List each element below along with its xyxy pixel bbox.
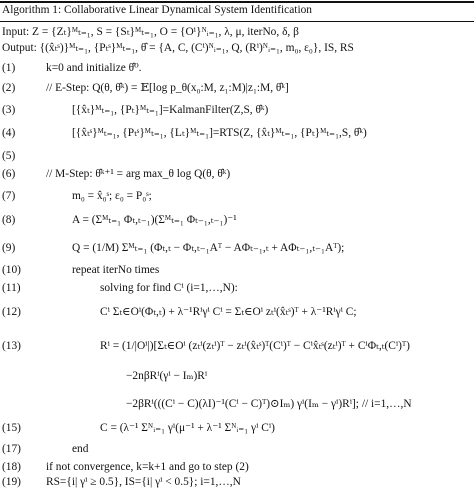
algorithm-line (2, 212, 474, 229)
line-number: (15) (2, 422, 21, 434)
line-number: (18) (2, 461, 21, 473)
line-text: Q = (1/M) Σᴹₜ₌₁ (Φₜ,ₜ − Φₜ,ₜ₋₁Aᵀ − AΦₜ₋₁,ₜ + AΦₜ₋₁,ₜ₋₁Aᵀ); (72, 242, 345, 254)
title-rule (0, 21, 474, 22)
line-number: (19) (2, 476, 21, 488)
algorithm-line (2, 441, 474, 458)
line-number: (13) (2, 340, 21, 352)
line-text: solving for find Cⁱ (i=1,…,N): (100, 282, 238, 294)
algorithm-line (2, 368, 474, 385)
algorithm-line (2, 396, 474, 413)
line-number: (3) (2, 104, 16, 116)
line-text: A = (Σᴹₜ₌₁ Φₜ,ₜ₋₁)(Σᴹₜ₌₁ Φₜ₋₁,ₜ₋₁)⁻¹ (72, 214, 237, 226)
algorithm-line (2, 80, 474, 97)
line-text: Input: Z = {Zₜ}ᴹₜ₌₁, S = {Sₜ}ᴹₜ₌₁, O = {Oⁱ}ᴺᵢ₌₁, λ, μ, iterNo, δ, β (2, 26, 299, 38)
line-text: Cⁱ Σₜ∈Oⁱ(Φₜ,ₜ) + λ⁻¹Rⁱγⁱ Cⁱ = Σₜ∈Oⁱ zₜⁱ(x̂ₜˢ)ᵀ + λ⁻¹Rⁱγⁱ C; (100, 306, 357, 318)
line-text: RS={i| γⁱ ≥ 0.5}, IS={i| γⁱ < 0.5}; i=1,…,N (46, 476, 241, 488)
algorithm-line (2, 60, 474, 77)
algorithm-line (2, 102, 474, 119)
algorithm-line (2, 125, 474, 142)
line-text: [{x̂ₜ}ᴹₜ₌₁, {Pₜ}ᴹₜ₌₁]=KalmanFilter(Z,S, θ̂ᵏ) (72, 104, 269, 116)
line-text: // E-Step: Q(θ, θ̂ᵏ) = 𝔼[log p_θ(x₀:M, z₁:M)|z₁:M, θ̂ᵏ] (46, 82, 289, 94)
line-number: (6) (2, 168, 16, 180)
line-text: repeat iterNo times (72, 264, 160, 276)
top-rule (0, 1, 474, 3)
line-number: (5) (2, 150, 16, 162)
algorithm-title: Algorithm 1: Collaborative Linear Dynamical System Identification (2, 4, 312, 16)
line-text: C = (λ⁻¹ Σᴺᵢ₌₁ γⁱ(μ⁻¹ + λ⁻¹ Σᴺᵢ₌₁ γⁱ Cⁱ) (100, 422, 275, 434)
line-number: (17) (2, 443, 21, 455)
algorithm-line (2, 420, 474, 437)
algorithm-line (2, 24, 474, 41)
algorithm-line (2, 240, 474, 257)
line-text: Output: {(x̂ₜˢ)}ᴹₜ₌₁, {Pₜˢ}ᴹₜ₌₁, θ̂ = {A, C, (Cⁱ)ᴺᵢ₌₁, Q, (Rⁱ)ᴺᵢ₌₁, m₀, ε₀}, IS, RS (2, 42, 354, 54)
line-text: m₀ = x̂₀ˢ; ε₀ = P₀ˢ; (72, 190, 152, 202)
algorithm-line (2, 148, 474, 165)
algorithm-line (2, 304, 474, 321)
algorithm-line (2, 166, 474, 183)
algorithm-line (2, 188, 474, 205)
algorithm-line (2, 474, 474, 491)
line-number: (7) (2, 190, 16, 202)
line-number: (9) (2, 242, 16, 254)
line-text: k=0 and initialize θ̂⁰. (46, 62, 142, 74)
algorithm-line (2, 280, 474, 297)
line-text: [{x̂ₜˢ}ᴹₜ₌₁, {Pₜˢ}ᴹₜ₌₁, {Lₜ}ᴹₜ₌₁]=RTS(Z, {x̂ₜ}ᴹₜ₌₁, {Pₜ}ᴹₜ₌₁,S, θ̂ᵏ) (72, 127, 367, 139)
line-text: end (72, 443, 89, 455)
line-text: // M-Step: θ̂ᵏ⁺¹ = arg max_θ log Q(θ, θ̂ᵏ) (46, 168, 231, 180)
line-number: (1) (2, 62, 16, 74)
line-text: −2βRⁱ(((Cⁱ − C)(λI)⁻¹(Cⁱ − C)ᵀ)⊙Iₘ) γⁱ(Iₘ − γⁱ)Rⁱ]; // i=1,…,N (126, 398, 412, 410)
line-number: (12) (2, 306, 21, 318)
algorithm-line (2, 338, 474, 355)
line-number: (8) (2, 214, 16, 226)
line-number: (10) (2, 264, 21, 276)
line-text: if not convergence, k=k+1 and go to step (2) (46, 461, 249, 473)
line-number: (11) (2, 282, 21, 294)
algorithm-line (2, 262, 474, 279)
algorithm-line (2, 40, 474, 57)
line-text: Rⁱ = (1/|Oⁱ|)[Σₜ∈Oⁱ (zₜⁱ(zₜⁱ)ᵀ − zₜⁱ(x̂ₜˢ)ᵀ(Cⁱ)ᵀ − Cⁱx̂ₜˢ(zₜⁱ)ᵀ + CⁱΦₜ,ₜ(Cⁱ)ᵀ) (100, 340, 410, 352)
line-text: −2nβRⁱ(γⁱ − Iₘ)Rⁱ (126, 370, 208, 382)
line-number: (2) (2, 82, 16, 94)
line-number: (4) (2, 127, 16, 139)
